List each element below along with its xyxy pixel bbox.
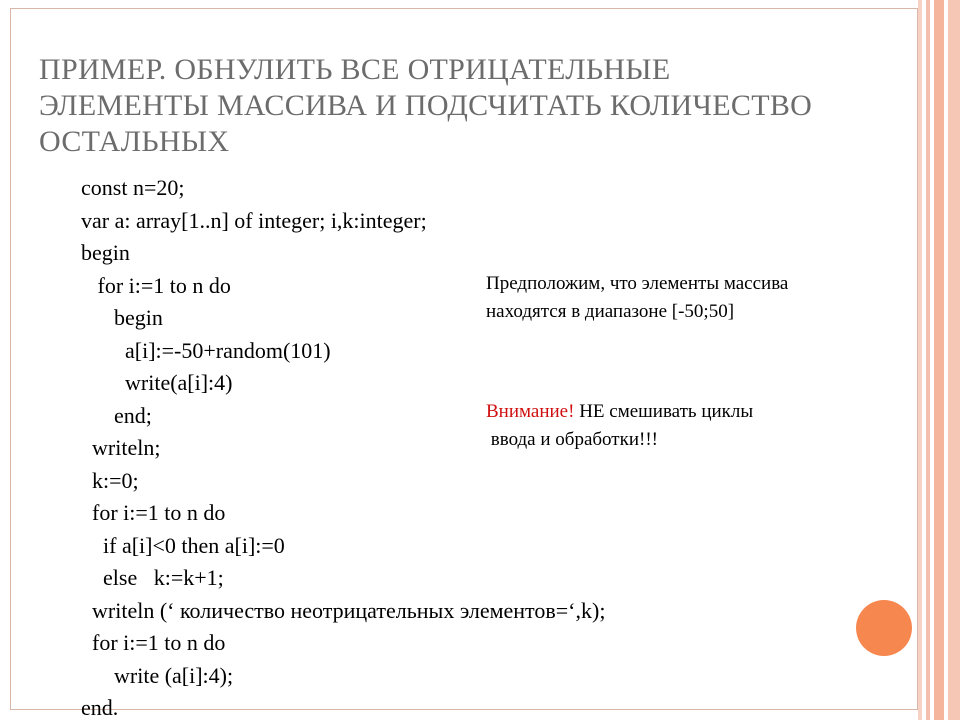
code-line: writeln (‘ количество неотрицательных элементов=‘,k); <box>81 597 606 623</box>
stripe <box>948 0 960 720</box>
code-line: end. <box>81 695 119 720</box>
code-line: for i:=1 to n do <box>81 272 231 298</box>
title-line: ЭЛЕМЕНТЫ МАССИВА И ПОДСЧИТАТЬ КОЛИЧЕСТВО <box>39 89 813 122</box>
code-line: writeln; <box>81 435 161 460</box>
note-line: ввода и обработки!!! <box>486 429 658 450</box>
note-line: находятся в диапазоне [-50;50] <box>486 301 735 322</box>
note-line <box>486 398 753 426</box>
code-line: for i:=1 to n do <box>81 500 226 525</box>
note-line: Предположим, что элементы массива <box>486 273 789 294</box>
warning-label: Внимание! <box>486 401 575 422</box>
code-line: a[i]:=-50+random(101) <box>81 337 331 363</box>
code-line: begin <box>81 240 130 265</box>
stripe <box>918 0 922 720</box>
decorative-stripes <box>918 0 960 720</box>
warning-note <box>486 398 753 454</box>
decorative-circle-icon <box>856 600 912 656</box>
code-line: write(a[i]:4) <box>81 370 233 395</box>
code-line: write (a[i]:4); <box>81 662 234 688</box>
code-line: begin <box>81 305 163 330</box>
code-line: const n=20; <box>81 175 185 200</box>
title-line: ПРИМЕР. ОБНУЛИТЬ ВСЕ ОТРИЦАТЕЛЬНЫЕ <box>39 53 671 86</box>
assumption-note <box>486 270 788 326</box>
code-line: for i:=1 to n do <box>81 630 226 655</box>
code-line: end; <box>81 402 152 428</box>
code-line: k:=0; <box>81 467 139 493</box>
title-line: ОСТАЛЬНЫХ <box>39 125 230 158</box>
code-line: else k:=k+1; <box>81 565 224 590</box>
code-line: if a[i]<0 then a[i]:=0 <box>81 532 285 558</box>
warning-text: НЕ смешивать циклы <box>574 401 754 422</box>
stripe <box>926 0 930 720</box>
code-line: var a: array[1..n] of integer; i,k:integer; <box>81 207 427 233</box>
slide-title <box>39 52 909 160</box>
stripe <box>934 0 944 720</box>
